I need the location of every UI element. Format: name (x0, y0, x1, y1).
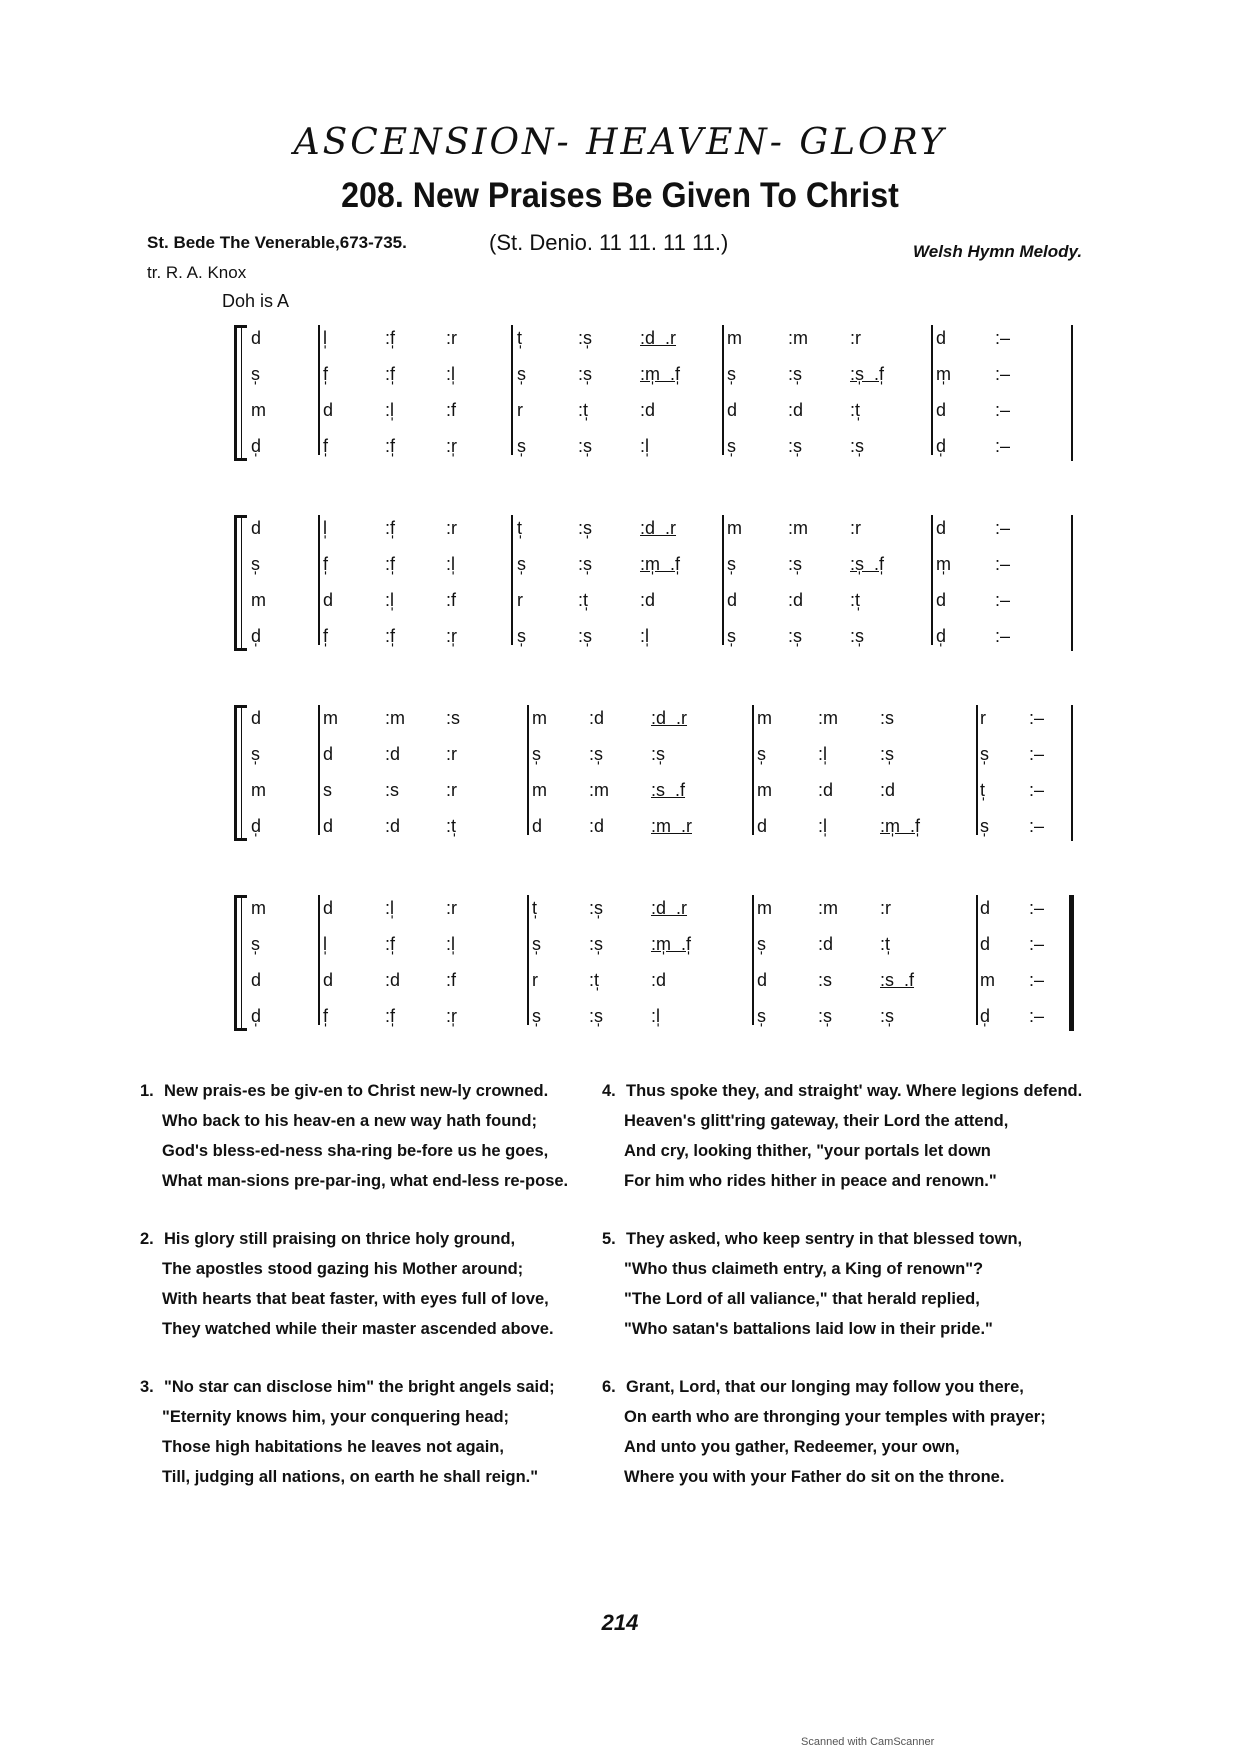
solfa-note: d (251, 970, 262, 990)
solfa-note: :t̩ (589, 970, 600, 990)
verse-line (602, 1462, 1046, 1492)
solfa-note: :f̩ (385, 554, 396, 574)
solfa-note: :m (385, 708, 405, 728)
solfa-note: :l̩ (446, 554, 455, 574)
solfa-note: t̩ (517, 518, 523, 538)
solfa-note: s̩ (251, 364, 260, 384)
solfa-note: :– (995, 518, 1011, 538)
solfa-note: :– (995, 328, 1011, 348)
verse-number: 3. (140, 1378, 154, 1396)
solfa-note: s̩ (517, 554, 526, 574)
music-system-1 (0, 325, 1240, 465)
verse-line (602, 1076, 1082, 1106)
solfa-note: :f̩ (385, 934, 396, 954)
verse-text: "Who thus claimeth entry, a King of renown"? (624, 1260, 984, 1278)
solfa-note: :m (589, 780, 609, 800)
barline (752, 895, 754, 1025)
verse-text: Those high habitations he leaves not again, (162, 1438, 504, 1456)
solfa-note: s̩ (532, 934, 541, 954)
solfa-note: :l̩ (640, 626, 649, 646)
solfa-note: :s̩ (651, 744, 666, 764)
solfa-note: d (757, 970, 768, 990)
solfa-note: :s (446, 708, 461, 728)
solfa-note: f̩ (323, 626, 329, 646)
translator-credit: tr. R. A. Knox (147, 263, 247, 282)
verse-line (140, 1136, 568, 1166)
verse-line (602, 1372, 1046, 1402)
solfa-note: m̩ (936, 364, 951, 384)
solfa-note: :f̩ (385, 1006, 396, 1026)
solfa-note: :f̩ (385, 328, 396, 348)
solfa-note: :– (995, 436, 1011, 456)
verse-line (140, 1284, 554, 1314)
solfa-note: s̩ (727, 436, 736, 456)
solfa-note: d (936, 518, 947, 538)
solfa-note: :d (788, 400, 804, 420)
solfa-note: :f̩ (385, 626, 396, 646)
verse-text: With hearts that beat faster, with eyes full of love, (162, 1290, 549, 1308)
system-bracket (234, 895, 247, 1031)
verse-text: What man-sions pre-par-ing, what end-less re-pose. (162, 1172, 569, 1190)
solfa-note: s̩ (532, 1006, 541, 1026)
solfa-note: :– (1029, 970, 1045, 990)
end-barline (1069, 895, 1074, 1031)
solfa-note: f̩ (323, 554, 329, 574)
barline (931, 325, 933, 455)
solfa-note: :s̩ (589, 1006, 604, 1026)
barline (527, 895, 529, 1025)
solfa-note: :m̩ .f̩ (880, 816, 920, 836)
barline (722, 515, 724, 645)
solfa-note: l̩ (323, 518, 327, 538)
solfa-note: d̩ (936, 626, 947, 646)
solfa-note: :d .r (640, 518, 677, 538)
verse-text: Who back to his heav-en a new way hath found; (162, 1112, 537, 1130)
solfa-note: :r (446, 328, 457, 348)
solfa-note: :f̩ (385, 436, 396, 456)
system-bracket (234, 515, 247, 651)
solfa-note: :s̩ (589, 934, 604, 954)
solfa-note: :– (1029, 780, 1045, 800)
solfa-note: :t̩ (880, 934, 891, 954)
solfa-note: :m (818, 708, 838, 728)
solfa-note: s̩ (727, 626, 736, 646)
solfa-note: d (323, 400, 334, 420)
verse-line (140, 1432, 555, 1462)
verse-text: And unto you gather, Redeemer, your own, (624, 1438, 960, 1456)
music-system-4 (0, 895, 1240, 1035)
solfa-note: m (757, 898, 772, 918)
solfa-note: :d (385, 744, 401, 764)
solfa-note: :r̩ (446, 436, 457, 456)
solfa-note: :r (446, 518, 457, 538)
solfa-note: s̩ (251, 554, 260, 574)
barline (931, 515, 933, 645)
verse-line (602, 1402, 1046, 1432)
solfa-note: s̩ (251, 934, 260, 954)
solfa-note: d (251, 328, 262, 348)
solfa-note: d̩ (251, 816, 262, 836)
verse-text: They watched while their master ascended above. (162, 1320, 554, 1338)
solfa-note: s̩ (517, 626, 526, 646)
solfa-note: :– (995, 364, 1011, 384)
solfa-note: m (532, 780, 547, 800)
solfa-note: f̩ (323, 436, 329, 456)
verse-line (602, 1314, 1022, 1344)
barline (976, 705, 978, 835)
solfa-note: d (936, 590, 947, 610)
solfa-note: d̩ (251, 436, 262, 456)
solfa-note: s̩ (517, 436, 526, 456)
verse-4 (602, 1076, 1082, 1196)
solfa-note: :d (589, 708, 605, 728)
solfa-note: :l̩ (385, 590, 394, 610)
solfa-note: t̩ (980, 780, 986, 800)
solfa-note: d (757, 816, 768, 836)
solfa-note: :s̩ (578, 554, 593, 574)
solfa-note: :s .f (880, 970, 915, 990)
solfa-note: l̩ (323, 934, 327, 954)
solfa-note: :d .r (640, 328, 677, 348)
verse-line (602, 1106, 1082, 1136)
verse-text: And cry, looking thither, "your portals let down (624, 1142, 991, 1160)
verse-line (602, 1136, 1082, 1166)
verse-1 (140, 1076, 568, 1196)
solfa-note: m (251, 590, 266, 610)
solfa-note: d (532, 816, 543, 836)
solfa-note: :s̩ (578, 328, 593, 348)
barline (976, 895, 978, 1025)
solfa-note: :– (995, 400, 1011, 420)
solfa-note: d (251, 518, 262, 538)
verse-line (602, 1284, 1022, 1314)
verse-text: His glory still praising on thrice holy ground, (164, 1230, 516, 1248)
solfa-note: :d (589, 816, 605, 836)
solfa-note: :d .r (651, 708, 688, 728)
solfa-note: s̩ (757, 1006, 766, 1026)
solfa-note: :d (640, 400, 656, 420)
solfa-note: d (980, 898, 991, 918)
solfa-note: d (323, 970, 334, 990)
verse-text: Where you with your Father do sit on the throne. (624, 1468, 1005, 1486)
verse-text: "Eternity knows him, your conquering head; (162, 1408, 510, 1426)
solfa-note: :s (880, 708, 895, 728)
verse-number: 2. (140, 1230, 154, 1248)
solfa-note: m (323, 708, 338, 728)
solfa-note: :s̩ (850, 626, 865, 646)
barline (318, 515, 320, 645)
solfa-note: d̩ (251, 1006, 262, 1026)
solfa-note: :r̩ (446, 626, 457, 646)
solfa-note: :m̩ .f̩ (640, 364, 680, 384)
melody-credit: Welsh Hymn Melody. (913, 242, 1083, 261)
solfa-note: :m .r (651, 816, 692, 836)
verse-text: On earth who are thronging your temples with prayer; (624, 1408, 1046, 1426)
solfa-note: d (727, 400, 738, 420)
solfa-note: r (980, 708, 986, 728)
hymn-title: 208. New Praises Be Given To Christ (341, 176, 899, 215)
solfa-note: :s̩ (578, 518, 593, 538)
solfa-note: d (323, 898, 334, 918)
verse-line (140, 1076, 568, 1106)
solfa-note: m (757, 708, 772, 728)
solfa-note: :s̩ .f̩ (850, 364, 885, 384)
solfa-note: m (251, 400, 266, 420)
solfa-note: :f (446, 400, 457, 420)
author-credit: St. Bede The Venerable,673-735. (147, 233, 407, 252)
verse-3 (140, 1372, 555, 1492)
solfa-note: :– (1029, 1006, 1045, 1026)
verse-line (140, 1372, 555, 1402)
solfa-note: :s̩ (788, 626, 803, 646)
barline (318, 895, 320, 1025)
verse-line (140, 1402, 555, 1432)
solfa-note: :m (788, 518, 808, 538)
solfa-note: :s̩ (589, 898, 604, 918)
solfa-note: :l̩ (446, 364, 455, 384)
solfa-note: :s̩ (589, 744, 604, 764)
section-title: ASCENSION- HEAVEN- GLORY (293, 122, 947, 163)
verse-line (140, 1224, 554, 1254)
barline (527, 705, 529, 835)
solfa-note: :t̩ (850, 590, 861, 610)
solfa-note: r (517, 400, 523, 420)
solfa-note: :s̩ (578, 364, 593, 384)
solfa-note: :– (995, 590, 1011, 610)
solfa-note: r (532, 970, 538, 990)
solfa-note: :l̩ (651, 1006, 660, 1026)
verse-5 (602, 1224, 1022, 1344)
solfa-note: :m (818, 898, 838, 918)
solfa-note: m̩ (936, 554, 951, 574)
verse-number: 4. (602, 1082, 616, 1100)
verse-text: Thus spoke they, and straight' way. Where legions defend. (626, 1082, 1083, 1100)
verse-number: 1. (140, 1082, 154, 1100)
solfa-note: :s̩ (880, 1006, 895, 1026)
solfa-note: :s̩ (578, 436, 593, 456)
solfa-note: d (323, 816, 334, 836)
barline (722, 325, 724, 455)
solfa-note: s̩ (251, 744, 260, 764)
solfa-note: s̩ (980, 816, 989, 836)
music-system-3 (0, 705, 1240, 845)
solfa-note: :l̩ (385, 898, 394, 918)
solfa-note: :– (995, 554, 1011, 574)
solfa-note: f̩ (323, 364, 329, 384)
solfa-note: :– (1029, 816, 1045, 836)
solfa-note: :– (1029, 898, 1045, 918)
solfa-note: :r (880, 898, 891, 918)
solfa-note: s̩ (757, 934, 766, 954)
solfa-note: :s̩ (788, 364, 803, 384)
solfa-note: :d .r (651, 898, 688, 918)
solfa-note: d (323, 744, 334, 764)
solfa-note: d̩ (251, 626, 262, 646)
solfa-note: m (251, 780, 266, 800)
verse-line (602, 1224, 1022, 1254)
solfa-note: m (727, 328, 742, 348)
solfa-note: :f (446, 590, 457, 610)
verse-text: Heaven's glitt'ring gateway, their Lord the attend, (624, 1112, 1009, 1130)
verse-line (140, 1314, 554, 1344)
barline (752, 705, 754, 835)
solfa-note: :d (788, 590, 804, 610)
solfa-note: :s (385, 780, 400, 800)
solfa-note: m (727, 518, 742, 538)
solfa-note: :s̩ (788, 554, 803, 574)
solfa-note: s̩ (727, 554, 736, 574)
verse-6 (602, 1372, 1046, 1492)
solfa-note: :f̩ (385, 518, 396, 538)
solfa-note: :l̩ (385, 400, 394, 420)
solfa-note: t̩ (517, 328, 523, 348)
solfa-note: s̩ (517, 364, 526, 384)
verse-text: They asked, who keep sentry in that blessed town, (626, 1230, 1023, 1248)
verse-text: God's bless-ed-ness sha-ring be-fore us he goes, (162, 1142, 549, 1160)
solfa-note: s̩ (727, 364, 736, 384)
solfa-note: s̩ (980, 744, 989, 764)
solfa-note: m (532, 708, 547, 728)
solfa-note: :s̩ (578, 626, 593, 646)
system-bracket (234, 325, 247, 461)
verse-text: Till, judging all nations, on earth he shall reign." (162, 1468, 539, 1486)
solfa-note: :t̩ (578, 400, 589, 420)
solfa-note: :d (880, 780, 896, 800)
barline (318, 705, 320, 835)
solfa-note: :d (385, 970, 401, 990)
barline (511, 325, 513, 455)
solfa-note: s (323, 780, 332, 800)
end-barline (1071, 325, 1073, 461)
solfa-note: m (980, 970, 995, 990)
verse-line (602, 1254, 1022, 1284)
solfa-note: f̩ (323, 1006, 329, 1026)
barline (511, 515, 513, 645)
solfa-note: :– (1029, 708, 1045, 728)
verse-2 (140, 1224, 554, 1344)
solfa-note: r (517, 590, 523, 610)
solfa-note: :s̩ .f̩ (850, 554, 885, 574)
solfa-note: m (757, 780, 772, 800)
solfa-note: :l̩ (640, 436, 649, 456)
end-barline (1071, 515, 1073, 651)
solfa-note: :f̩ (385, 364, 396, 384)
verse-text: For him who rides hither in peace and renown." (624, 1172, 997, 1190)
solfa-note: :s̩ (880, 744, 895, 764)
solfa-note: :t̩ (578, 590, 589, 610)
solfa-note: :f (446, 970, 457, 990)
page-number: 214 (601, 1610, 639, 1635)
music-system-2 (0, 515, 1240, 655)
solfa-note: :r (850, 518, 861, 538)
solfa-note: d (980, 934, 991, 954)
solfa-note: :s .f (651, 780, 686, 800)
solfa-note: :t̩ (446, 816, 457, 836)
key-signature: Doh is A (222, 291, 290, 311)
solfa-note: :l̩ (446, 934, 455, 954)
verse-text: "The Lord of all valiance," that herald replied, (624, 1290, 980, 1308)
verse-number: 5. (602, 1230, 616, 1248)
tune-name: (St. Denio. 11 11. 11 11.) (489, 230, 729, 255)
verse-text: The apostles stood gazing his Mother around; (162, 1260, 524, 1278)
verse-number: 6. (602, 1378, 616, 1396)
solfa-note: :s̩ (788, 436, 803, 456)
solfa-note: s̩ (757, 744, 766, 764)
verse-line (140, 1166, 568, 1196)
solfa-note: :r (446, 780, 457, 800)
solfa-note: s̩ (532, 744, 541, 764)
solfa-note: t̩ (532, 898, 538, 918)
solfa-note: :r̩ (446, 1006, 457, 1026)
solfa-note: d̩ (980, 1006, 991, 1026)
solfa-note: :m̩ .f̩ (651, 934, 691, 954)
solfa-note: :– (1029, 744, 1045, 764)
solfa-note: :m (788, 328, 808, 348)
solfa-note: m (251, 898, 266, 918)
end-barline (1071, 705, 1073, 841)
solfa-note: d (251, 708, 262, 728)
verse-text: Grant, Lord, that our longing may follow you there, (626, 1378, 1024, 1396)
solfa-note: :– (995, 626, 1011, 646)
solfa-note: :s (818, 970, 833, 990)
solfa-note: :l̩ (818, 816, 827, 836)
solfa-note: :r (446, 898, 457, 918)
verse-text: New prais-es be giv-en to Christ new-ly crowned. (164, 1082, 549, 1100)
verse-line (602, 1432, 1046, 1462)
verse-line (140, 1462, 555, 1492)
system-bracket (234, 705, 247, 841)
solfa-note: :m̩ .f̩ (640, 554, 680, 574)
solfa-note: :d (385, 816, 401, 836)
verse-line (140, 1106, 568, 1136)
solfa-note: :r (850, 328, 861, 348)
solfa-note: :d (651, 970, 667, 990)
solfa-note: :s̩ (850, 436, 865, 456)
solfa-note: :d (640, 590, 656, 610)
verse-text: "No star can disclose him" the bright angels said; (164, 1378, 555, 1396)
barline (318, 325, 320, 455)
solfa-note: :d (818, 934, 834, 954)
verse-line (140, 1254, 554, 1284)
solfa-note: l̩ (323, 328, 327, 348)
solfa-note: :s̩ (818, 1006, 833, 1026)
solfa-note: :d (818, 780, 834, 800)
solfa-note: d̩ (936, 436, 947, 456)
solfa-note: d (323, 590, 334, 610)
solfa-note: :– (1029, 934, 1045, 954)
solfa-note: d (936, 328, 947, 348)
verse-line (602, 1166, 1082, 1196)
solfa-note: :t̩ (850, 400, 861, 420)
solfa-note: d (727, 590, 738, 610)
solfa-note: d (936, 400, 947, 420)
verse-text: "Who satan's battalions laid low in their pride." (624, 1320, 993, 1338)
solfa-note: :l̩ (818, 744, 827, 764)
scan-watermark: Scanned with CamScanner (801, 1736, 935, 1748)
solfa-note: :r (446, 744, 457, 764)
